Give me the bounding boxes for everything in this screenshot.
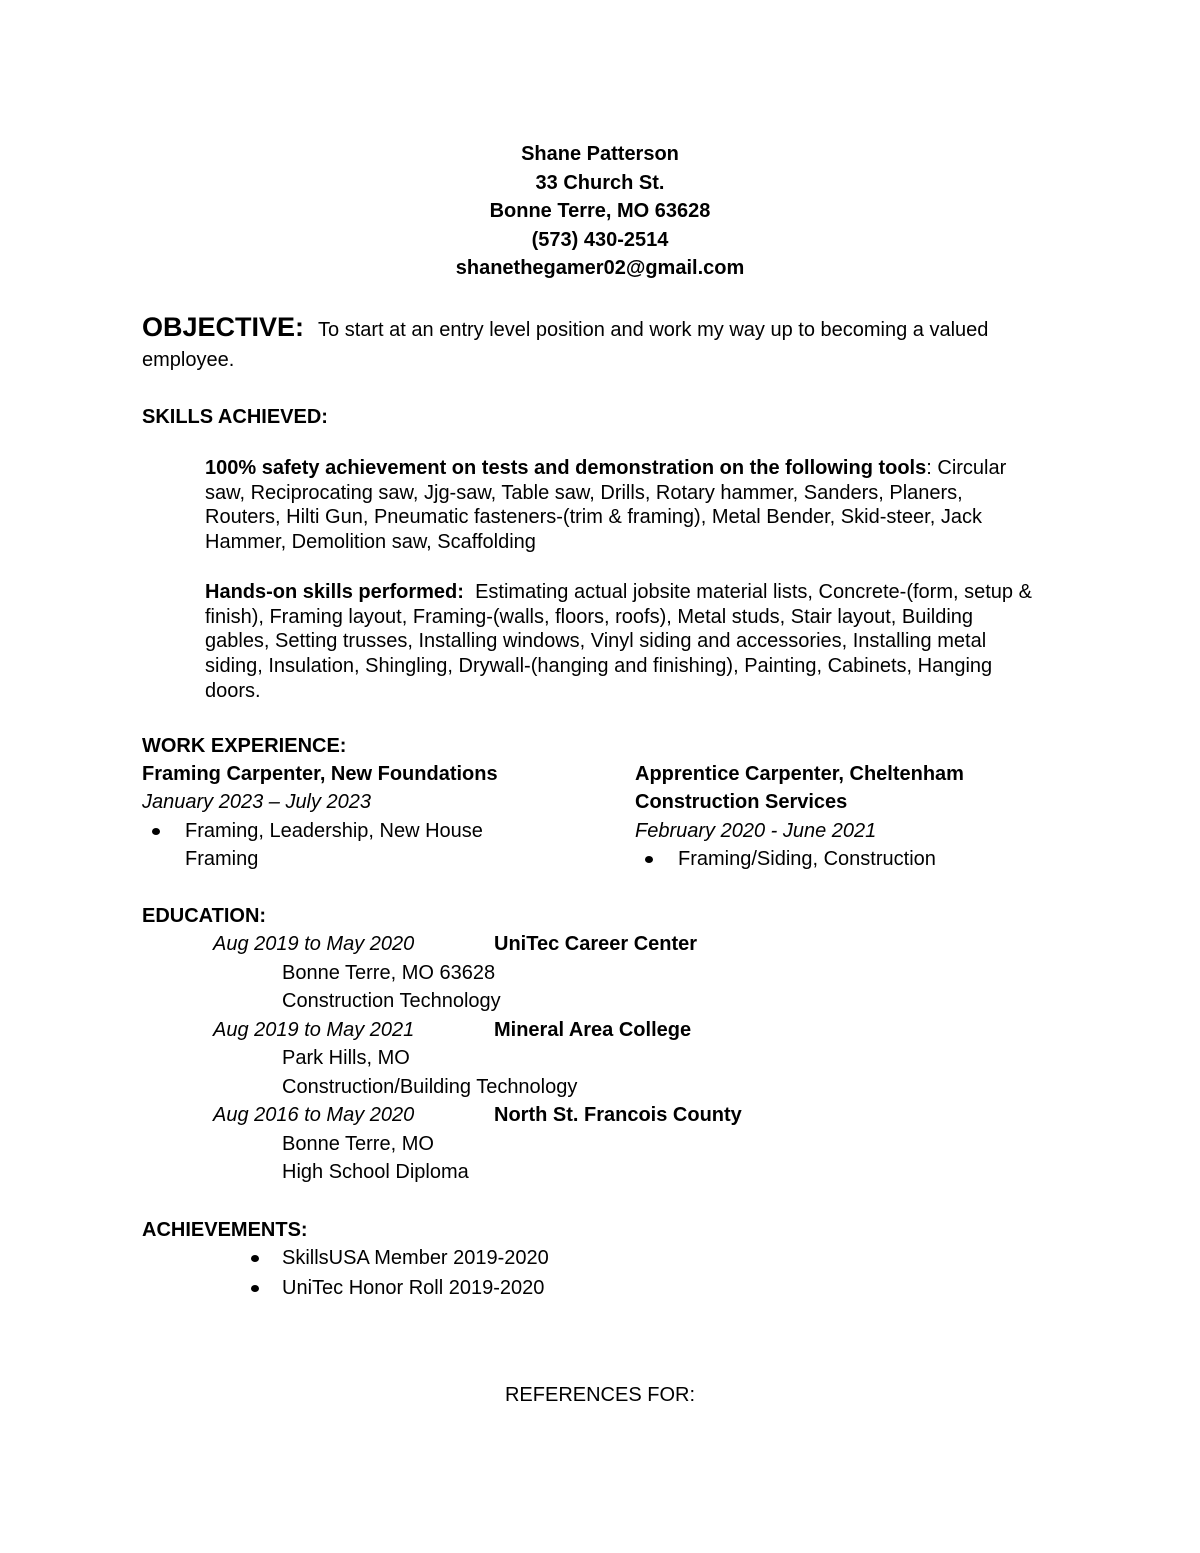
bullet-icon (152, 828, 160, 835)
safety-skills-colon: : (926, 457, 932, 479)
list-item: SkillsUSA Member 2019-2020 (248, 1244, 549, 1274)
safety-skills (205, 456, 1035, 555)
job-duties (142, 817, 542, 874)
street-address: 33 Church St. (535, 171, 665, 194)
contact-header (0, 140, 1200, 283)
job-dates: February 2020 - June 2021 (635, 819, 877, 842)
bullet-icon (251, 1285, 259, 1292)
achievements-list (248, 1244, 549, 1303)
work-heading: WORK EXPERIENCE: (142, 735, 347, 757)
objective-section (142, 312, 1062, 375)
program-name: Construction/Building Technology (282, 1075, 578, 1098)
phone-number: (573) 430-2514 (531, 228, 669, 251)
education-entry (213, 930, 913, 1016)
education-entry (213, 1016, 913, 1102)
education-dates: Aug 2016 to May 2020 (213, 1104, 415, 1126)
objective-label: OBJECTIVE: (142, 312, 305, 342)
job-entry (142, 760, 542, 873)
school-location: Bonne Terre, MO 63628 (282, 961, 496, 984)
bullet-icon (251, 1255, 259, 1262)
job-entry (635, 760, 1035, 873)
safety-skills-text: Circular saw, Reciprocating saw, Jjg-saw, Table saw, Drills, Rotary hammer, Sanders, Planers, Routers, Hilti Gun, Pneumatic fasteners-(trim & framing), Metal Bender, Skid-steer, Jack Hammer, Demolition saw, Scaffolding (205, 457, 1007, 554)
job-duties (635, 845, 1035, 873)
education-entry (213, 1101, 913, 1187)
school-name: Mineral Area College (494, 1018, 692, 1041)
school-name: North St. Francois County (494, 1104, 742, 1126)
education-list (213, 930, 913, 1187)
skills-heading: SKILLS ACHIEVED: (142, 406, 328, 428)
education-dates: Aug 2019 to May 2021 (213, 1018, 415, 1041)
job-dates: January 2023 – July 2023 (142, 791, 372, 814)
list-item: Framing/Siding, Construction (635, 845, 1035, 873)
city-state-zip: Bonne Terre, MO 63628 (489, 200, 711, 223)
list-item: UniTec Honor Roll 2019-2020 (248, 1274, 549, 1304)
list-item: Framing, Leadership, New House Framing (142, 817, 542, 874)
job-title: Framing Carpenter, New Foundations (142, 763, 498, 785)
hands-on-skills-lead: Hands-on skills performed: (205, 581, 464, 603)
safety-skills-lead: 100% safety achievement on tests and demonstration on the following tools (205, 457, 927, 479)
applicant-name: Shane Patterson (521, 143, 679, 165)
references-label: REFERENCES FOR: (504, 1384, 696, 1406)
school-location: Bonne Terre, MO (282, 1132, 434, 1155)
email-address: shanethegamer02@gmail.com (455, 257, 745, 280)
objective-text: To start at an entry level position and work my way up to becoming a valued employee. (142, 319, 989, 371)
bullet-icon (645, 856, 653, 863)
education-heading: EDUCATION: (142, 905, 267, 927)
program-name: Construction Technology (282, 990, 501, 1012)
job-title: Apprentice Carpenter, Cheltenham Construction Services (635, 763, 964, 814)
achievements-heading: ACHIEVEMENTS: (142, 1219, 308, 1241)
education-dates: Aug 2019 to May 2020 (213, 933, 415, 955)
hands-on-skills-text: Estimating actual jobsite material lists, Concrete-(form, setup & finish), Framing layout, Framing-(walls, floors, roofs), Metal studs, Stair layout, Building gables, Setting trusses, Installing windows, Vinyl siding and accessories, Installing metal siding, Insulation, Shingling, Drywall-(hanging and finishing), Painting, Cabinets, Hanging doors. (205, 581, 1032, 702)
school-location: Park Hills, MO (282, 1047, 410, 1069)
program-name: High School Diploma (282, 1161, 469, 1183)
hands-on-skills (205, 580, 1035, 704)
school-name: UniTec Career Center (494, 933, 698, 955)
